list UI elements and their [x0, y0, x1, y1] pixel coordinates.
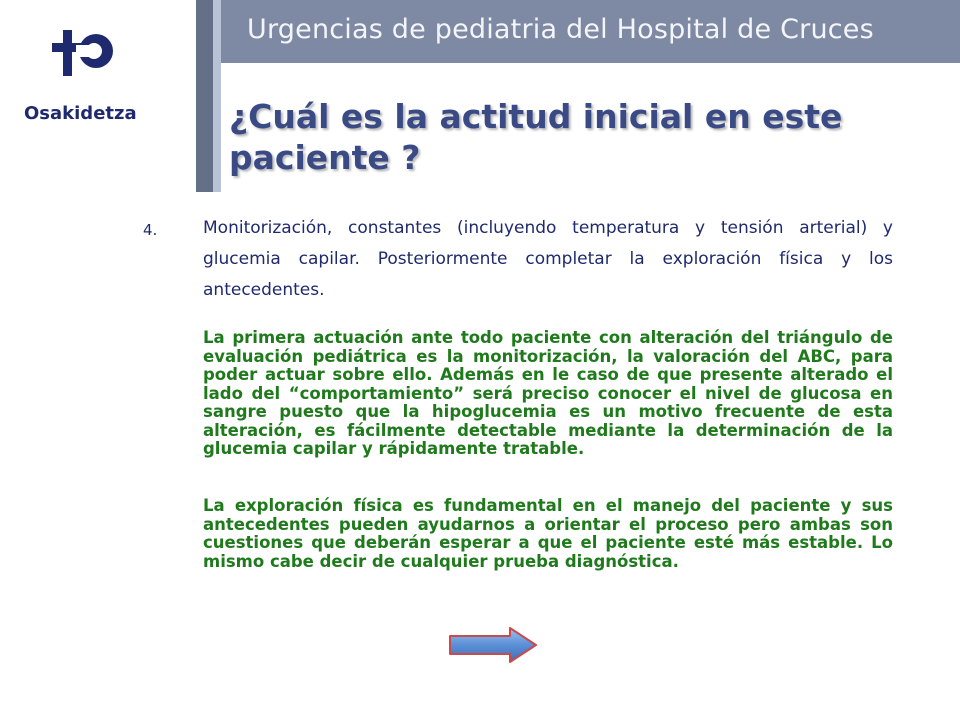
list-item-text: Monitorización, constantes (incluyendo temperatura y tensión arterial) y glucemia capilar. Posteriormente completar la exploración física y los antecedentes. — [203, 218, 893, 300]
explanation-paragraph-2: La exploración física es fundamental en el manejo del paciente y sus antecedentes pueden ayudarnos a orientar el proceso pero ambas son cuestiones que deberán esperar a que el paciente esté más estable. Lo mismo cabe decir de cualquier prueba diagnóstica. — [203, 496, 893, 571]
header-title: Urgencias de pediatria del Hospital de Cruces — [247, 14, 874, 45]
right-arrow-icon[interactable] — [448, 626, 538, 664]
logo-text: Osakidetza — [24, 103, 137, 124]
explanation-paragraph-1: La primera actuación ante todo paciente con alteración del triángulo de evaluación pediátrica es la monitorización, la valoración del ABC, para poder actuar sobre ello. Además en le caso de que presente alterado el lado del “comportamiento” será preciso conocer el nivel de glucosa en sangre puesto que la hipoglucemia es un motivo frecuente de esta alteración, es fácilmente detectable mediante la determinación de la glucemia capilar y rápidamente tratable. — [203, 328, 893, 458]
decorative-vertical-bar-light — [213, 0, 221, 192]
decorative-vertical-bar — [196, 0, 213, 192]
osakidetza-cross-icon — [46, 22, 126, 82]
slide-title: ¿Cuál es la actitud inicial en este paciente ? — [229, 97, 843, 177]
list-item-number: 4. — [143, 221, 158, 239]
header-bar — [221, 0, 960, 63]
